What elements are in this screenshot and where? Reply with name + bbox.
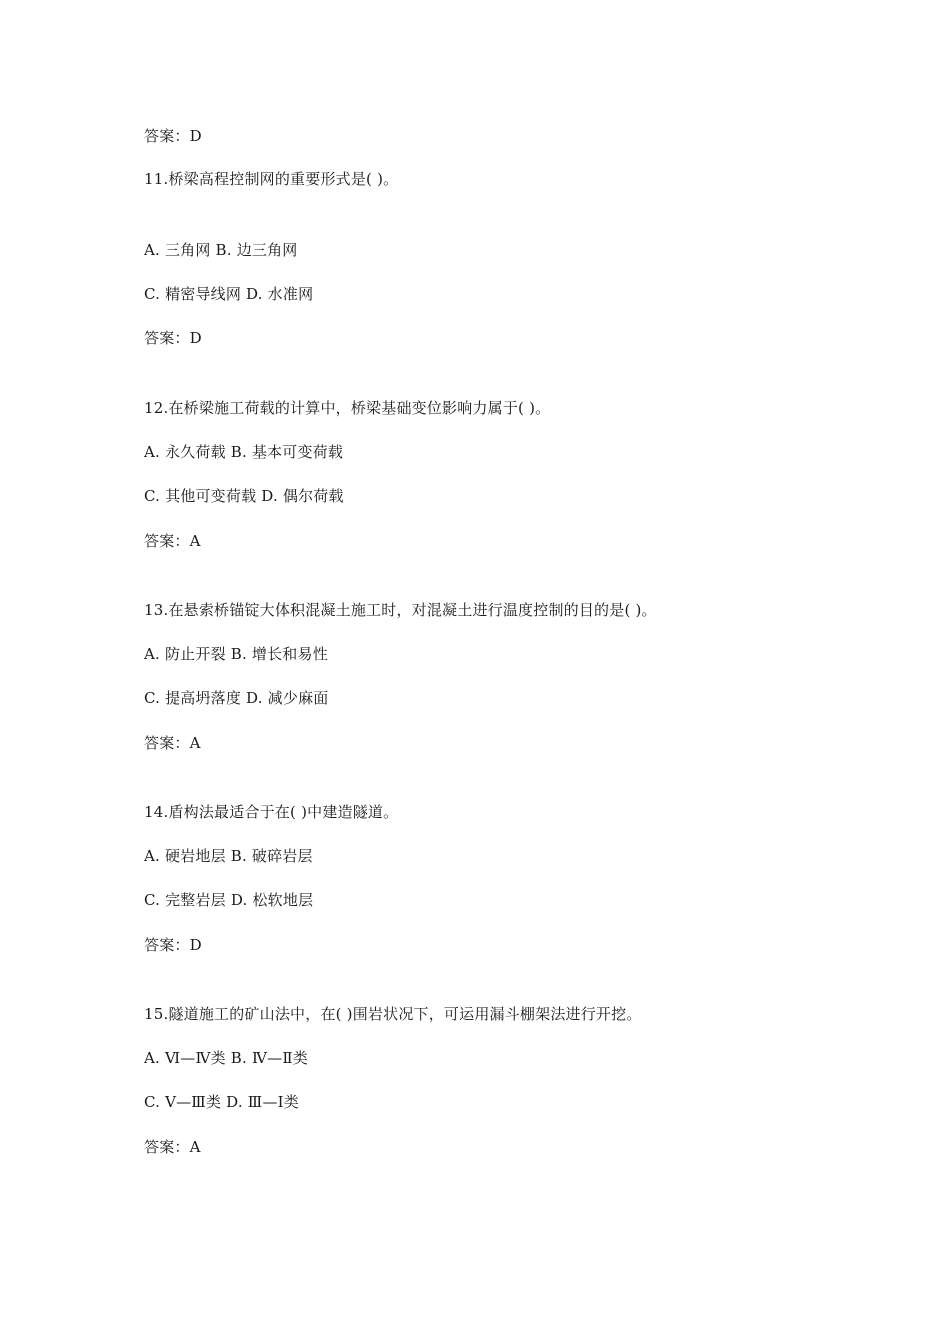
options-12-ab: A. 永久荷载 B. 基本可变荷载 [144, 443, 344, 461]
options-14-cd: C. 完整岩层 D. 松软地层 [144, 891, 314, 909]
answer-12: 答案：A [144, 532, 201, 550]
answer-13: 答案：A [144, 734, 201, 752]
question-12: 12.在桥梁施工荷载的计算中，桥梁基础变位影响力属于( )。 [144, 399, 551, 417]
answer-10: 答案：D [144, 127, 202, 145]
question-11: 11.桥梁高程控制网的重要形式是( )。 [144, 170, 399, 188]
question-15: 15.隧道施工的矿山法中，在( )围岩状况下，可运用漏斗棚架法进行开挖。 [144, 1005, 642, 1023]
answer-11: 答案：D [144, 329, 202, 347]
options-11-ab: A. 三角网 B. 边三角网 [144, 241, 298, 259]
options-15-cd: C. Ⅴ—Ⅲ类 D. Ⅲ—Ⅰ类 [144, 1093, 299, 1111]
question-13: 13.在悬索桥锚锭大体积混凝土施工时，对混凝土进行温度控制的目的是( )。 [144, 601, 657, 619]
options-13-ab: A. 防止开裂 B. 增长和易性 [144, 645, 328, 663]
answer-14: 答案：D [144, 936, 202, 954]
question-14: 14.盾构法最适合于在( )中建造隧道。 [144, 803, 399, 821]
options-15-ab: A. Ⅵ—Ⅳ类 B. Ⅳ—Ⅱ类 [144, 1049, 308, 1067]
options-13-cd: C. 提高坍落度 D. 减少麻面 [144, 689, 329, 707]
options-12-cd: C. 其他可变荷载 D. 偶尔荷载 [144, 487, 344, 505]
answer-15: 答案：A [144, 1138, 201, 1156]
options-11-cd: C. 精密导线网 D. 水准网 [144, 285, 314, 303]
options-14-ab: A. 硬岩地层 B. 破碎岩层 [144, 847, 313, 865]
